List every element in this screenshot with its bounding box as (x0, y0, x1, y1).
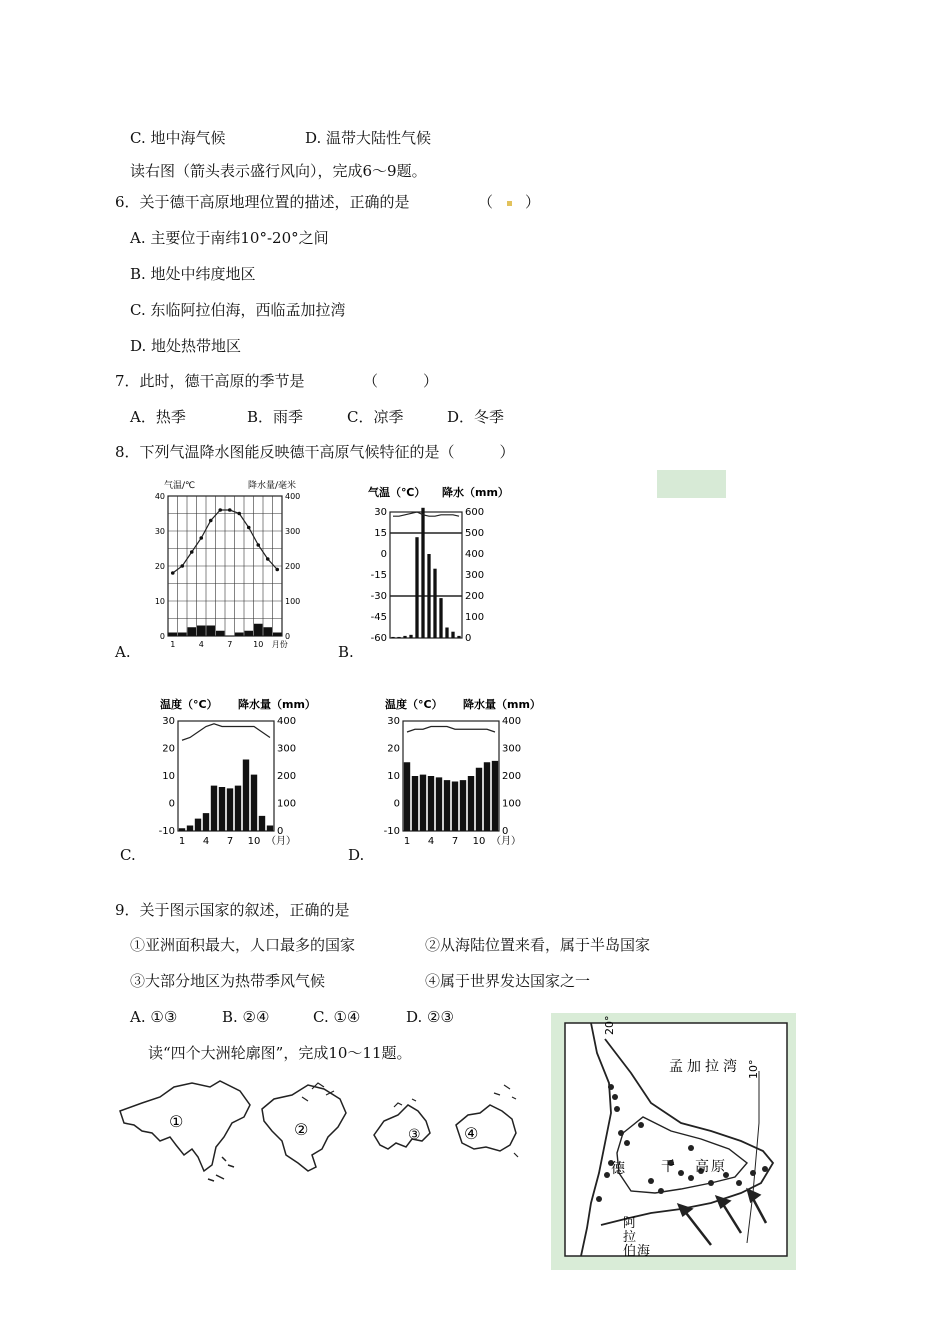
precipitation-bar (427, 554, 430, 638)
precipitation-bar (259, 816, 265, 831)
question-8: 8．下列气温降水图能反映德干高原气候特征的是（ ） (115, 443, 515, 461)
y-tick-label: 10 (154, 597, 165, 606)
continent-4-label: ④ (464, 1124, 479, 1143)
question-7: 7．此时，德干高原的季节是 (115, 372, 305, 390)
climate-chart-d (375, 695, 545, 855)
x-axis-label: （月） (266, 836, 296, 847)
precipitation-bar (187, 627, 196, 636)
precipitation-bar (421, 508, 424, 638)
precipitation-bar (225, 636, 234, 637)
q6-option-a: A. 主要位于南纬10°-20°之间 (130, 229, 329, 247)
option-d-continental: D. 温带大陆性气候 (305, 129, 432, 147)
chart-b-y2label: 降水（mm） (442, 486, 509, 499)
y-tick-label: -15 (370, 570, 387, 581)
y2-tick-label: 300 (285, 527, 301, 536)
precipitation-bar (195, 819, 201, 831)
bay-char-3: 拉 (705, 1059, 719, 1075)
x-axis-label: （月） (491, 836, 521, 847)
y2-tick-label: 0 (277, 826, 284, 837)
europe-outline (374, 1105, 430, 1149)
q9-statement-3: ③大部分地区为热带季风气候 (130, 972, 326, 990)
precipitation-bar (415, 537, 418, 638)
continent-2-label: ② (294, 1120, 309, 1139)
question-6-paren-right: ） (525, 193, 541, 211)
chart-d-y2label: 降水量（mm） (463, 698, 541, 711)
temperature-line (182, 724, 270, 741)
plateau-char-2: 干 (661, 1159, 675, 1175)
sea-char-2: 拉 (623, 1230, 637, 1245)
precipitation-bar (179, 828, 185, 831)
q9-option-a: A. ①③ (130, 1008, 178, 1026)
q7-option-c: C．凉季 (347, 408, 404, 426)
q6-option-d: D. 地处热带地区 (130, 337, 242, 355)
y2-tick-label: 600 (465, 507, 485, 518)
precipitation-bar (391, 637, 394, 638)
precipitation-bar (412, 776, 418, 831)
y2-tick-label: 100 (277, 798, 297, 810)
precipitation-bar (420, 775, 426, 831)
y2-tick-label: 400 (285, 492, 301, 501)
x-tick-label: 4 (202, 836, 210, 847)
y2-tick-label: 100 (285, 597, 301, 606)
precipitation-bar (397, 637, 400, 638)
question-9: 9．关于图示国家的叙述，正确的是 (115, 901, 350, 919)
lat-10-label: 10° (747, 1059, 760, 1079)
chart-c-y2label: 降水量（mm） (238, 698, 316, 711)
temperature-point (180, 564, 184, 568)
sea-char-3: 伯 (623, 1244, 637, 1259)
x-tick-label: 7 (226, 836, 234, 847)
figure-d-label: D. (348, 846, 365, 864)
y2-tick-label: 300 (465, 570, 485, 581)
chart-d-plot (384, 716, 521, 847)
q9-option-c: C. ①④ (313, 1008, 361, 1026)
deccan-map-frame (551, 1013, 796, 1270)
x-tick-label: 7 (227, 640, 233, 648)
temperature-point (199, 536, 203, 540)
q9-statement-1: ①亚洲面积最大，人口最多的国家 (130, 936, 356, 954)
precipitation-bar (273, 633, 282, 637)
y-tick-label: 0 (168, 798, 175, 810)
y2-tick-label: 0 (465, 633, 472, 644)
x-tick-label: 10 (472, 836, 486, 847)
bay-char-4: 湾 (723, 1059, 737, 1075)
y-tick-label: 10 (162, 771, 175, 782)
q7-option-d: D．冬季 (447, 408, 505, 426)
y-tick-label: 20 (154, 562, 165, 571)
precipitation-bar (484, 762, 490, 831)
precipitation-bar (439, 598, 442, 638)
bay-char-1: 孟 (669, 1059, 683, 1075)
question-6-paren-left: （ (478, 193, 494, 211)
precipitation-bar (254, 624, 263, 636)
australia-islands (494, 1085, 518, 1157)
q6-option-c: C. 东临阿拉伯海，西临孟加拉湾 (130, 301, 346, 319)
x-tick-label: 1 (403, 836, 411, 847)
precipitation-bar (235, 633, 244, 637)
precipitation-bar (178, 633, 187, 637)
figure-a-label: A. (115, 643, 131, 661)
sea-char-4: 海 (637, 1244, 651, 1259)
plateau-char-1: 德 (611, 1161, 625, 1177)
y2-tick-label: 200 (465, 591, 485, 602)
temperature-line (393, 512, 459, 516)
x-tick-label: 1 (170, 640, 176, 648)
temperature-point (209, 519, 213, 523)
precipitation-bar (452, 782, 458, 832)
y-tick-label: 0 (393, 798, 400, 810)
q9-option-b: B. ②④ (222, 1008, 270, 1026)
precipitation-bar (244, 631, 253, 636)
chart-a-y2label: 降水量/毫米 (248, 481, 297, 491)
precipitation-bar (460, 780, 466, 831)
y2-tick-label: 100 (502, 798, 522, 810)
chart-b-plot (371, 507, 484, 644)
y2-tick-label: 300 (277, 743, 297, 755)
y-tick-label: 30 (374, 507, 387, 518)
figure-b-label: B. (338, 643, 354, 661)
precipitation-bar (197, 626, 206, 637)
y-tick-label: 30 (162, 716, 175, 727)
temperature-point (237, 512, 241, 516)
precipitation-bar (433, 569, 436, 638)
sea-char-1: 阿 (623, 1216, 637, 1231)
precipitation-bar (216, 631, 225, 636)
precipitation-bar (404, 762, 410, 831)
asia-outline (120, 1081, 250, 1171)
precipitation-bar (243, 760, 249, 832)
precipitation-bar (227, 788, 233, 831)
plateau-char-4: 原 (711, 1159, 725, 1175)
y-tick-label: 0 (380, 549, 387, 560)
precipitation-bar (168, 633, 177, 637)
precipitation-bar (251, 775, 257, 831)
y-tick-label: 0 (159, 632, 165, 641)
y-tick-label: 15 (374, 528, 387, 539)
continent-1-label: ① (169, 1112, 184, 1131)
chart-c-ylabel: 温度（°C） (160, 698, 218, 711)
x-tick-label: 10 (247, 836, 261, 847)
continent-outlines (112, 1075, 532, 1190)
chart-a-ylabel: 气温/℃ (164, 481, 196, 491)
precipitation-bar (409, 635, 412, 638)
climate-chart-a (150, 478, 310, 648)
y2-tick-label: 200 (502, 771, 522, 782)
precipitation-bar (235, 786, 241, 831)
precipitation-bar (219, 787, 225, 831)
precipitation-bar (203, 813, 209, 831)
y-tick-label: 40 (154, 492, 165, 501)
precipitation-bar (476, 768, 482, 831)
asia-islands (208, 1157, 234, 1181)
option-c-mediterranean: C. 地中海气候 (130, 129, 226, 147)
deccan-map (551, 1013, 796, 1270)
question-7-paren: （ ） (363, 372, 439, 390)
y2-tick-label: 200 (285, 562, 301, 571)
temperature-point (218, 508, 222, 512)
y2-tick-label: 400 (277, 716, 297, 727)
instruction-10-11: 读“四个大洲轮廓图”，完成10～11题。 (148, 1044, 412, 1062)
lat-20-label: 20° (603, 1015, 616, 1035)
europe-islands (394, 1099, 416, 1107)
y2-tick-label: 0 (502, 826, 509, 837)
precipitation-bar (445, 628, 448, 639)
climate-chart-c (150, 695, 320, 855)
y-tick-label: -30 (370, 591, 387, 602)
y2-tick-label: 500 (465, 528, 485, 539)
green-block (657, 470, 726, 498)
climate-chart-b (360, 484, 520, 654)
precipitation-bar (211, 786, 217, 831)
precipitation-bar (468, 776, 474, 831)
figure-c-label: C. (120, 846, 136, 864)
q9-option-d: D. ②③ (406, 1008, 454, 1026)
y2-tick-label: 400 (502, 716, 522, 727)
q7-option-b: B．雨季 (247, 408, 304, 426)
temperature-line (407, 727, 495, 733)
precipitation-bar (436, 777, 442, 831)
y-tick-label: 30 (154, 527, 165, 536)
temperature-point (228, 508, 232, 512)
chart-c-plot (159, 716, 296, 847)
y2-tick-label: 100 (465, 612, 485, 623)
y-tick-label: -10 (158, 826, 175, 837)
chart-b-ylabel: 气温（℃） (368, 486, 426, 499)
precipitation-bar (263, 627, 272, 636)
y2-tick-label: 400 (465, 549, 485, 560)
y-tick-label: -60 (370, 633, 387, 644)
precipitation-bar (206, 626, 215, 637)
precipitation-bar (451, 632, 454, 638)
precipitation-bar (457, 636, 460, 638)
temperature-point (275, 568, 279, 572)
plot-frame (178, 721, 274, 831)
q9-statement-2: ②从海陆位置来看，属于半岛国家 (425, 936, 651, 954)
x-tick-label: 10 (253, 640, 264, 648)
question-6: 6．关于德干高原地理位置的描述，正确的是 (115, 193, 410, 211)
plot-frame (390, 512, 462, 638)
precipitation-bar (444, 780, 450, 831)
q7-option-a: A．热季 (130, 408, 186, 426)
y-tick-label: 10 (387, 771, 400, 782)
y2-tick-label: 300 (502, 743, 522, 755)
y-tick-label: 30 (387, 716, 400, 727)
chart-d-ylabel: 温度（°C） (385, 698, 443, 711)
precipitation-bar (428, 776, 434, 831)
y-tick-label: 20 (162, 743, 175, 755)
precipitation-bar (187, 826, 193, 832)
precipitation-bar (403, 636, 406, 638)
q6-option-b: B. 地处中纬度地区 (130, 265, 256, 283)
q9-statement-4: ④属于世界发达国家之一 (425, 972, 591, 990)
precipitation-bar (267, 826, 273, 832)
x-tick-label: 7 (451, 836, 459, 847)
temperature-point (256, 543, 260, 547)
x-tick-label: 4 (427, 836, 435, 847)
y-tick-label: -45 (370, 612, 387, 623)
y-tick-label: -10 (383, 826, 400, 837)
temperature-point (266, 557, 270, 561)
y-tick-label: 20 (387, 743, 400, 755)
y2-tick-label: 200 (277, 771, 297, 782)
x-tick-label: 4 (198, 640, 204, 648)
bay-char-2: 加 (687, 1059, 701, 1075)
precipitation-bar (492, 761, 498, 831)
continent-3-label: ③ (408, 1127, 421, 1143)
y2-tick-label: 0 (285, 632, 291, 641)
temperature-point (171, 571, 175, 575)
x-axis-label: 月份 (271, 640, 288, 648)
temperature-point (247, 526, 251, 530)
instruction-6-9: 读右图（箭头表示盛行风向），完成6～9题。 (130, 162, 427, 180)
plateau-char-3: 高 (695, 1159, 709, 1175)
marker-dot (507, 201, 512, 206)
x-tick-label: 1 (178, 836, 186, 847)
chart-a-plot (155, 492, 300, 648)
temperature-point (190, 550, 194, 554)
